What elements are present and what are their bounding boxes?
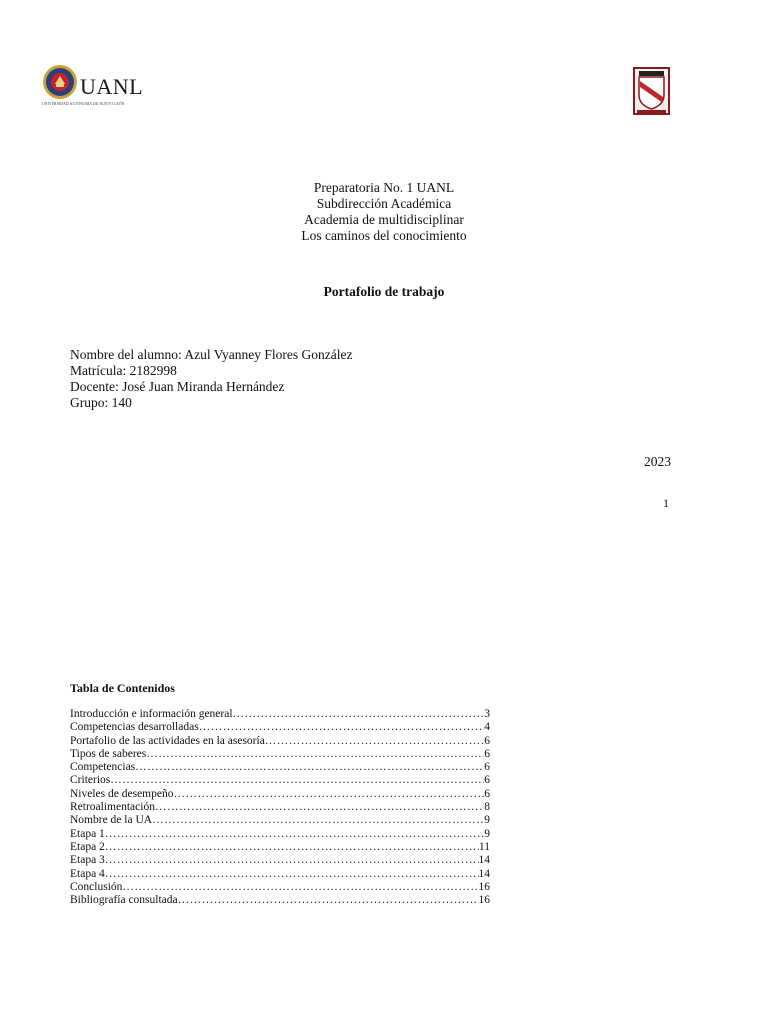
toc-item-page: 3	[484, 708, 490, 720]
toc-item-page: 6	[484, 787, 490, 800]
toc-item-page: 16	[478, 880, 490, 893]
toc-item-page: 6	[484, 734, 490, 747]
institution-block	[0, 180, 768, 244]
toc-item	[70, 721, 490, 734]
toc-item-title: Etapa 4	[70, 867, 105, 880]
toc-item-title: Etapa 3	[70, 854, 105, 867]
toc-item-page: 4	[484, 721, 490, 734]
toc-item-title: Portafolio de las actividades en la asesoría	[70, 734, 265, 747]
page-number: 1	[663, 496, 669, 510]
toc-item-page: 6	[484, 761, 490, 774]
uanl-seal-icon	[42, 64, 78, 100]
toc-item-title: Conclusión	[70, 880, 123, 893]
toc-item-title: Bibliografía consultada	[70, 894, 178, 907]
toc-item-page: 14	[478, 867, 490, 880]
toc-item-title: Retroalimentación	[70, 801, 155, 814]
toc-item	[70, 748, 490, 761]
toc-item-page: 8	[484, 801, 490, 814]
toc-item-page: 16	[478, 894, 490, 907]
toc-item	[70, 894, 490, 907]
toc-item-page: 6	[484, 774, 490, 787]
toc-item-page: 9	[484, 814, 490, 827]
toc-item-title: Criterios	[70, 774, 111, 787]
toc-item	[70, 868, 490, 881]
uanl-logo	[42, 64, 142, 110]
uanl-wordmark: UANL	[80, 74, 144, 99]
year: 2023	[644, 454, 671, 469]
toc-item-page: 6	[484, 747, 490, 760]
toc-item-title: Tipos de saberes	[70, 747, 147, 760]
prepa-shield-icon	[633, 67, 670, 115]
toc-item	[70, 828, 490, 841]
toc-heading: Tabla de Contenidos	[70, 681, 175, 695]
toc-item	[70, 774, 490, 787]
institution-line: Preparatoria No. 1 UANL	[313, 180, 455, 195]
toc-item-page: 9	[484, 827, 490, 840]
institution-line: Subdirección Académica	[316, 196, 452, 211]
toc-item	[70, 854, 490, 867]
toc-item-page: 14	[478, 854, 490, 867]
institution-line: Los caminos del conocimiento	[301, 228, 467, 243]
toc-item-title: Etapa 1	[70, 827, 105, 840]
toc-item-title: Nombre de la UA	[70, 814, 153, 827]
document-title: Portafolio de trabajo	[323, 284, 445, 299]
toc-item	[70, 735, 490, 748]
toc-item	[70, 881, 490, 894]
toc-item	[70, 801, 490, 814]
institution-line: Academia de multidisciplinar	[304, 212, 464, 227]
toc-item	[70, 708, 490, 721]
toc-item-page: 11	[478, 840, 490, 853]
toc-item-title: Introducción e información general	[70, 708, 233, 720]
toc-item-title: Etapa 2	[70, 840, 105, 853]
toc-item	[70, 841, 490, 854]
toc-list	[70, 708, 490, 907]
uanl-subtext: UNIVERSIDAD AUTÓNOMA DE NUEVO LEÓN	[42, 102, 125, 106]
toc-item-title: Niveles de desempeño	[70, 787, 174, 800]
toc-item	[70, 761, 490, 774]
student-info	[70, 347, 352, 411]
toc-item	[70, 814, 490, 827]
student-grupo: Grupo: 140	[70, 395, 132, 410]
toc-item-title: Competencias	[70, 761, 136, 774]
student-matricula: Matrícula: 2182998	[70, 363, 177, 378]
toc-item	[70, 788, 490, 801]
student-name: Nombre del alumno: Azul Vyanney Flores González	[70, 347, 353, 362]
student-docente: Docente: José Juan Miranda Hernández	[70, 379, 285, 394]
toc-item-title: Competencias desarrolladas	[70, 721, 199, 734]
